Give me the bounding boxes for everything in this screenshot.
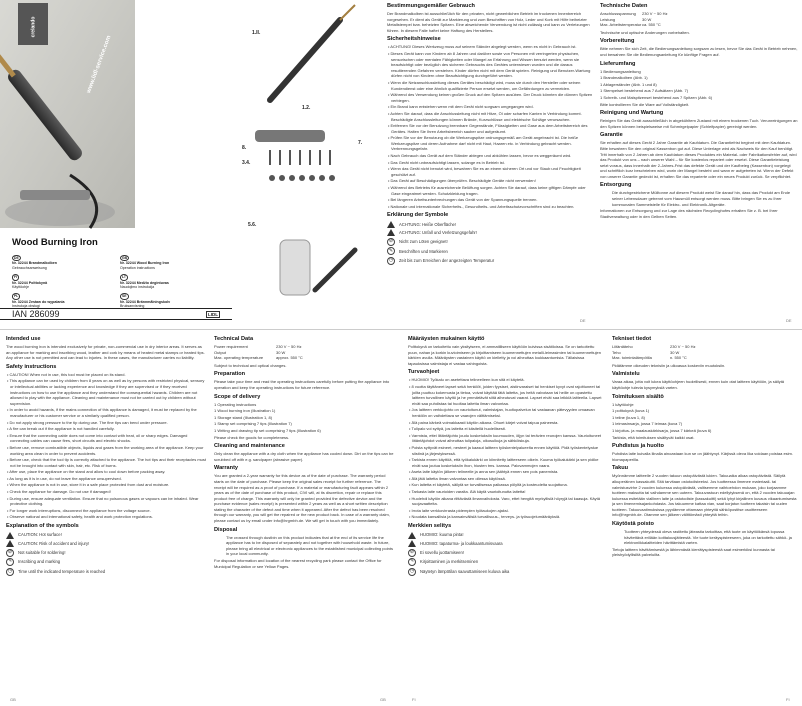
fi-clean-title: Puhdistus ja huolto	[612, 443, 664, 450]
fi-symbol: ✎ Kirjoittaminen ja merkitseminen	[409, 558, 479, 565]
fi-safety-item: • Huolehdi käytön aikana riittävästä ilmanvaihdosta. Varo, ettet hengitä myrkyllisiä höyryjä tai kaasuja. Käytä suojavaatteita.	[408, 496, 604, 507]
de-scope-note: Bitte kontrollieren Sie die Ware auf Vollständigkeit.	[600, 101, 690, 107]
fi-disposal-text: Tuotteen yhteydessä oleva rastitettu jäteastia tarkoittaa, että tuote on käyttöikänsä lopussa hävitettävä erillään kotitalousjätteestä. Vie tuote keräyspisteeseen, joka on tarkoitettu sähkö- ja elektroniikkalaitteiden hävittämistä varten.	[624, 529, 792, 546]
fig-label: 1.2.	[302, 105, 311, 111]
fig-label: 7.	[358, 140, 363, 146]
fig-label: 8.	[242, 145, 247, 151]
cover-photo-shadow	[5, 198, 115, 226]
de-column-2	[600, 3, 798, 317]
gb-scope-item: 1 Stamp set comprising 7 tips (Illustration 7)	[214, 421, 292, 427]
gb-prep-title: Preparation	[214, 371, 246, 378]
fi-prep-title: Valmistelu	[612, 371, 640, 378]
figures-illustration	[240, 0, 386, 322]
de-safety-item: • Achten Sie darauf, dass die Anschlussleitung nicht mit Hitze, Öl oder scharfen Kanten in Verbindung kommt. Beschädigte Anschlussleitungen können Brände, Kurzschlüsse und elektrische Schläge verursachen.	[387, 111, 593, 122]
lang-sub: Naudojimo instrukcija	[120, 285, 155, 290]
lang-title: Nr. 32244 Zestaw do wypalania	[12, 299, 65, 304]
fi-tech-row: Teho 30 W	[612, 349, 680, 355]
de-use-text: Der Brandmalkolben ist ausschließlich für den privaten, nicht gewerblichen Betrieb im trockenen Innenbereich vorgesehen. Er dient als Gerät zur Markierung und zum Beschriften von Holz, Leder und Kork mit Hilfe beiheizter Metallstempel bzw. beheizten Spitzen. Eine abweichende Verwendung ist nicht zulässig und kann zu Verletzungen führen. In diesem Falle haftet keine Haftung des Herstellers.	[387, 11, 590, 33]
no-soldering-icon: ⊘	[7, 548, 13, 555]
de-tech-row: Leistung 30 W	[600, 16, 652, 22]
gb-use-text: The wood burning iron is intended exclusively for private, non-commercial use in dry interior areas. It serves as an appliance for marking and inscribing wood, leather and cork by means of heated metal stamps or heated tips. Any other use is not permitted and can lead to injuries. In these cases, the manufacturer carries no liability.	[6, 344, 205, 361]
gb-symbol: ◷ Time until the indicated temperature is reached	[7, 567, 106, 574]
fi-warranty-title: Takuu	[612, 465, 629, 472]
fi-use-title: Määräysten mukainen käyttö	[408, 336, 485, 342]
de-scope-item: 1 Ablagerständer (Abb. 1 und 8)	[600, 81, 657, 87]
gb-safety-item: • CAUTION! When not in use, this tool must be placed on its stand.	[6, 372, 206, 378]
no-soldering-icon: ⊘	[388, 238, 394, 245]
gb-symbol: ✎ Inscribing and marking	[7, 558, 61, 565]
gb-symbol: CAUTION: Risk of accident and injury!	[6, 540, 206, 547]
gb-scope-item: 1 Storage stand (Illustration 1, 8)	[214, 414, 273, 420]
de-symbol-text: ACHTUNG: Heiße Oberfläche!	[399, 221, 457, 227]
hot-surface-icon	[6, 532, 14, 539]
fi-scope-title: Toimituksen sisältö	[612, 393, 664, 400]
page-marker: GB	[10, 697, 16, 702]
lang-code: LT	[122, 275, 126, 280]
de-symbol-text: Beschriften und Markieren	[399, 248, 448, 254]
fi-column-1	[408, 336, 604, 694]
ian-number: IAN 286099	[12, 309, 60, 319]
gb-disposal-title: Disposal	[214, 526, 238, 533]
de-symbol	[387, 247, 593, 255]
gb-disposal-note: For disposal information and location of the nearest recycling park please contact the Office for Municipal Regulation or see Yellow Pages.	[214, 558, 382, 569]
stand	[20, 190, 90, 200]
gb-prep-text: Please take your time and read the operating instructions carefully before putting the appliance into operation and keep the operating instructions for future reference.	[214, 379, 390, 390]
gb-safety-item: • Observe national and international safety, health and work protection regulations.	[6, 514, 206, 520]
de-warranty-text: Sie erhalten auf dieses Gerät 2 Jahre Garantie ab Kaufdatum. Die Garantiefrist beginnt mit dem Kaufdatum. Bitte bewahren Sie den original Kassenbon gut auf. Diese Unterlage wird als Nachweis für den Kauf benötigt. Tritt innerhalb von 2 Jahren ab dem Kaufdatum dieses Produktes ein Material- oder Fabrikationsfehler auf, wird das Produkt von uns – nach unserer Wahl – für Sie kostenlos repariert oder ersetzt. Diese Garantieleistung setzt voraus, dass innerhalb der 2-Jahres-Frist das defekte Gerät und der Kaufbeleg (Kassenbon) vorgelegt und schriftlich kurz beschrieben wird, worin der Mangel besteht und wann er aufgetreten ist. Wenn der Defekt von unserer Garantie gedeckt ist, erhalten Sie das reparierte oder ein neues Produkt zurück. Se verpflichtet.	[600, 140, 797, 179]
de-scope-item: 1 Bedienungsanleitung	[600, 68, 641, 74]
lang-title: Nr. 32244 Brännmålningskolv	[120, 299, 171, 304]
gb-clean-title: Cleaning and maintenance	[214, 443, 285, 450]
de-safety-item: • Bei längeren Arbeitsunterbrechungen das Gerät von der Spannungsquelle trennen.	[387, 197, 593, 203]
gb-safety-item: • For longer work interruptions, disconnect the appliance from the voltage source.	[6, 508, 206, 514]
fi-scope-item: 1 polttokynä (kuva 1)	[612, 408, 650, 414]
fi-symbol: HUOMIO: tapaturma- ja loukkaantumisvaara	[408, 540, 604, 547]
fi-prep-text: Varaa aikaa, jotta voit lukea käyttöohjeen huolellisesti, ennen kuin otat laitteen käyttöön, ja säilytä käyttöohje tulevia kysymyksiä varten.	[612, 379, 785, 390]
lang-list	[12, 255, 222, 309]
fig-label: 3.4.	[242, 160, 251, 166]
page-marker: GB	[380, 697, 386, 702]
lang-code: GB	[122, 256, 128, 260]
de-safety-item: • Prüfen Sie vor der Benutzung ob die Werkzeugspitze ordnungsgemäß am Gerät angebracht ist. Die heiße Werkzeugspitze und deren Aufnahme darf nicht mit Haut, Haaren etc. in Verbindung gebracht werden. Verbrennungsgefahr.	[387, 135, 593, 152]
clock-icon: ◷	[388, 257, 394, 264]
de-scope-title: Lieferumfang	[600, 60, 636, 67]
gb-scope-title: Scope of delivery	[214, 393, 261, 400]
warning-icon	[6, 540, 14, 547]
gb-scope-item: 1 Operating instructions	[214, 401, 257, 407]
gb-safety-item: • Do not apply strong pressure to the tip during use. The fine tips can bend under pressure.	[6, 420, 206, 426]
lang-sub: Instrukcja obsługi	[12, 304, 40, 309]
spread-divider	[0, 329, 802, 330]
gb-column-2	[214, 336, 394, 694]
de-scope-item: 1 Stempelset bestehend aus 7 Aufsätzen (Abb. 7)	[600, 88, 689, 94]
url-watermark: www.lidl-service.com	[86, 34, 113, 95]
de-safety-item: • Das Gerät nicht unbeaufsichtigt lassen, solange es in Betrieb ist.	[387, 160, 593, 166]
fi-safety-item: • Älä jätä laitetta ilman valvontaa sen ollessa käytössä.	[408, 476, 604, 482]
de-safety-item: • Ein Brand kann entstehen wenn mit dem Gerät nicht sorgsam umgegangen wird.	[387, 104, 593, 110]
de-scope-item: 1 Schreib- und Malspitzenset bestehend aus 7 Spitzen (Abb. 6)	[600, 94, 713, 100]
fig-label: 1.II.	[252, 30, 261, 36]
fi-symbol: ◷ Näytetyn lämpötilan saavuttamiseen kuluva aika	[409, 567, 510, 574]
page-marker: FI	[412, 697, 416, 702]
fig8-stand	[255, 130, 325, 142]
lang-entry	[12, 255, 114, 270]
fig5-iron	[315, 250, 355, 290]
lang-code: DE	[14, 256, 19, 260]
lang-sub: Käyttöohje	[12, 285, 29, 290]
gb-safety-item: • When the appliance is not in use, store it in a safe place protected from dust and moisture.	[6, 482, 206, 488]
fi-tech-title: Tekniset tiedot	[612, 336, 652, 342]
gb-safety-item: • Check the appliance for damage. Do not use if damaged!	[6, 489, 206, 495]
gb-use-title: Intended use	[6, 336, 41, 342]
de-safety-item: • Nationale und internationale Sicherheits-, Gesundheits- und Arbeitsschutzvorschriften sind zu beachten.	[387, 204, 593, 210]
de-disposal-title: Entsorgung	[600, 182, 632, 189]
lang-sub: Gebrauchsanweisung	[12, 265, 47, 270]
warning-icon	[387, 229, 395, 236]
lang-code: PL	[14, 294, 19, 299]
gb-clean-text: Only clean the appliance with a dry cloth when the appliance has cooled down. Dirt on the tips can be scrubbed off with e.g. sandpaper (abrasive paper).	[214, 451, 394, 462]
gb-scope-item: 1 Wood burning iron (Illustration 1)	[214, 408, 276, 414]
clock-icon: ◷	[409, 567, 415, 574]
brand-logo-text: crelando	[30, 16, 36, 38]
lang-entry	[12, 293, 114, 308]
fi-safety-item: • Tarkasta laite vaurioiden varalta. Älä käytä vaurioitunutta laitetta!	[408, 489, 604, 495]
fi-symbol: HUOMIO: kuuma pinta!	[408, 532, 604, 539]
fig1-iron	[270, 20, 340, 100]
fi-symbol: ⊘ Ei sovellu juottamiseen!	[409, 548, 464, 555]
de-safety-item: • Während des Betriebs für ausreichende Belüftung sorgen. Achten Sie darauf, dass keine giftigen Dämpfe oder Gase eingeatmet werden. Schutzkleidung tragen.	[387, 185, 593, 196]
lang-code: SE	[122, 294, 127, 299]
de-scope-item: 1 Brandmalkolben (Abb. 1)	[600, 75, 648, 81]
lang-entry	[120, 274, 222, 289]
clock-icon: ◷	[7, 567, 13, 574]
fig-label: 5.6.	[248, 222, 257, 228]
fi-use-text: Polttokynä on tarkoitettu vain yksityiseen, ei ammatilliseen käyttöön kuivissa sisätiloissa. Se on tarkoitettu puun, nahan ja korkin kuvioimiseen ja kirjoittamiseen kuumennettujen metalli-leimasimien tai kuumennettujen kärkien avulla. Määräysten vastainen käyttö on kielletty ja voi aiheuttaa loukkaantumisia. Tällaisissa tapauksissa valmistaja ei vastaa vahingoista.	[408, 344, 601, 366]
fi-scope-item: 1 käyttöohje	[612, 401, 634, 407]
fi-safety-item: • Älä paina kärkeä voimakkaasti käytön aikana. Ohuet kärjet voivat taipua paineesta.	[408, 420, 604, 426]
de-symbol-text: Zeit bis zum Erreichen der angezeigten Temperatur	[399, 258, 495, 264]
fig6-tips	[270, 150, 330, 165]
de-warranty-title: Garantie	[600, 132, 623, 139]
de-symbols-title: Erklärung der Symbole	[387, 212, 449, 219]
gb-symbols-title: Explanation of the symbols	[6, 523, 79, 530]
gb-safety-item: • During use, ensure adequate ventilation. Ensure that no poisonous gases or vapours can be inhaled. Wear protective clothing.	[6, 496, 206, 507]
lang-entry	[120, 293, 222, 308]
de-disposal-note: Informationen zur Entsorgung und zur Lage des nächsten Recyclinghofes erhalten Sie z. B. bei Ihrer Stadtverwaltung oder in den Gelben Seiten.	[600, 208, 778, 219]
de-safety-item: • Wenn die Netzanschlussleitung dieses Gerätes beschädigt wird, muss sie durch den Hersteller oder seinen Kundendienst oder eine ähnlich qualifizierte Person ersetzt werden, um Gefährdungen zu vermeiden.	[387, 80, 593, 91]
gb-safety-item: • As long as it is in use, do not leave the appliance unsupervised.	[6, 476, 206, 482]
gb-safety-item: • A fire can break out if the appliance is not handled carefully.	[6, 426, 206, 432]
brand-logo	[18, 3, 48, 45]
lang-entry	[120, 255, 222, 270]
fi-safety-item: • Irrota laite verkkovirrasta pidempien työtaukojen ajaksi.	[408, 508, 604, 514]
de-tech-note: Technische und optische Änderungen vorbehalten.	[600, 29, 690, 35]
lang-title: Nr. 32244 Wood Burning Iron	[120, 261, 170, 266]
fig5-plug	[280, 240, 310, 295]
de-clean-title: Reinigung und Wartung	[600, 110, 664, 117]
de-safety-item: • Während des Verwendung keinen großen Druck auf den Spitzen ausüben. Der Druck könnten die dünnen Spitzen verbiegen.	[387, 92, 593, 103]
de-safety-item: • Dieses Gerät kann von Kindern ab 8 Jahren und darüber sowie von Personen mit verringerten physischen, sensorischen oder mentalen Fähigkeiten oder Mangel an Erfahrung und Wissen benutzt werden, wenn sie beaufsichtigt oder bezüglich des sicheren Gebrauchs des Gerätes unterwiesen wurden und die daraus resultierenden Gefahren verstehen. Kinder dürfen nicht mit dem Gerät spielen. Reinigung und Benutzer-Wartung dürfen nicht von Kindern ohne Beaufsichtigung durchgeführt werden.	[387, 51, 593, 79]
fi-warranty-text: Myönnämme laitteelle 2 vuoden takuun ostopäivästä lukien. Takuuaika alkaa ostopäivästä. Säilytä alkuperäinen kassakuitti. Sitä tarvitaan ostotodisteeksi. Jos tuotteessa ilmenee materiaali- tai valmistusvirhe 2 vuoden kuluessa ostopäivästä, valitsemme vaihtoehdon mukaan, joko korjaamme tuotteen maksutta tai vaihdamme sen uuteen. Takuuvastuun edellytyksenä on, että 2 vuoden takuuajan kuluessa esitetään viallinen laite ja ostotodiste (kassakuitti) sekä lyhyt kirjallinen kuvaus vikaantumisesta ja sen ilmenemisajankohdasta. Jos takuumme kattaa vian, saat korjatun tuotteen takaisin tai uuden tuotteen. Takuuvaatimuksissa pyydämme ottamaan yhteyttä sähköpostitse osoitteeseen info@hrgmbh.de. Otamme sen jälkeen välittömästi yhteyttä teihin.	[612, 473, 797, 518]
inscribe-icon: ✎	[409, 558, 415, 565]
fi-safety-item: • Jos laitteen verkkojohto on vaurioitunut, valmistajan, huoltopalvelun tai vastaavan pätevyyden omaavan henkilön on vaihdettava se vaarojen välttämiseksi.	[408, 407, 604, 418]
lang-sub: Bruksanvisning	[120, 304, 145, 309]
fi-safety-item: • 8 vuotta täyttäneet lapset sekä henkilöt, joiden fyysiset, aistinvaraiset tai henkiset kyvyt ovat rajoittuneet tai joilta puuttuu kokemusta ja tietoa, voivat käyttää tätä laitetta, jos heitä valvotaan tai heille on opastettu laitteen turvallinen käyttö ja he ymmärtävät siitä aiheutuvat vaarat. Lapset eivät saa leikkiä laitteella. Lapset eivät saa puhdistaa tai huoltaa laitetta ilman valvontaa.	[408, 384, 604, 406]
fi-scope-note: Tarkista, että toimituksen sisältyvät kaikki osat.	[612, 434, 695, 440]
warning-icon	[408, 540, 416, 547]
gb-symbol: CAUTION: Hot surface!	[6, 532, 206, 539]
fi-safety-item: • Tarkista ennen käyttöä, että työkalukärki on kiinnitetty laitteeseen oikein. Kuuma työkalukärki ja sen pidike eivät saa joutua kosketuksiin ihon, hiusten tms. kanssa. Palovammojen vaara.	[408, 457, 604, 468]
fi-safety-item: • HUOMIO! Työkalu on asetettava telineelleen kun sitä ei käytetä.	[408, 377, 604, 383]
fi-tech-note: Pidätämme oikeuden teknisiin ja ulkoasua koskeviin muutoksiin.	[612, 362, 726, 368]
fi-safety-item: • Aseta laite käytön jälkeen telineelle ja anna sen jäähtyä ennen sen pois panemista.	[408, 469, 604, 475]
de-use-title: Bestimmungsgemäßer Gebrauch	[387, 3, 475, 9]
de-symbol	[387, 257, 593, 265]
fi-symbols-title: Merkkien selitys	[408, 523, 452, 530]
de-symbol	[387, 221, 593, 228]
gb-column-1	[6, 336, 206, 694]
fi-tech-row: Max. toimintalämpötila n. 550 °C	[612, 355, 687, 361]
hot-surface-icon	[387, 221, 395, 228]
fi-safety-item: • Varmista, ettei liitäntäjohto joudu kosketuksiin kuumuuden, öljyn tai terävien reunojen kanssa. Vaurioituneet liitäntäjohdot voivat aiheuttaa tulipaloja, oikosulkuja ja sähköiskuja.	[408, 433, 604, 444]
de-prep-title: Vorbereitung	[600, 38, 635, 45]
hot-surface-icon	[408, 532, 416, 539]
gb-safety-item: • Before use, remove combustible objects, liquids and gases from the working area of the appliance. Keep your working area clean in order to prevent accidents.	[6, 445, 206, 456]
de-safety-item: • Entfernen Sie vor der Benutzung brennbare Gegenstände, Flüssigkeiten und Gase aus dem Arbeitsbereich des Gerätes. Halten Sie Ihren Arbeitsbereich sauber und aufgeräumt.	[387, 123, 593, 134]
fig1-tip	[340, 5, 355, 20]
gb-scope-item: 1 Writing and drawing tip set comprising 7 tips (Illustration 6)	[214, 427, 321, 433]
fi-safety-item: • Kun laitetta ei käytetä, säilytä se turvallisessa paikassa pölyltä ja kosteudelta suojattuna.	[408, 482, 604, 488]
gb-tech-row: Max. operating temperature approx. 550 °C	[214, 355, 303, 361]
inscribe-icon: ✎	[388, 247, 394, 254]
de-safety-item: • ACHTUNG! Dieses Werkzeug muss auf seinem Ständer abgelegt werden, wenn es nicht in Gebrauch ist.	[387, 44, 593, 50]
gb-tech-title: Technical Data	[214, 336, 254, 342]
fi-safety-title: Turvaohjeet	[408, 369, 440, 376]
gb-safety-item: • Before use, check that the tool tip is correctly attached to the appliance. The hot tips and their receptacles must not be brought into contact with skin, hair, etc. Risk of burns.	[6, 457, 206, 468]
de-tech-row: Max. Arbeitstemperatur ca. 550 °C	[600, 22, 661, 28]
de-clean-text: Reinigen Sie das Gerät ausschließlich in abgekühltem Zustand mit einem trockenen Tuch. Verunreinigungen an den Spitzen können beispielsweise mit Schmirgelpapier (Schleifpapier) gereinigt werden.	[600, 118, 798, 129]
ian-bar	[0, 308, 232, 320]
gb-warranty-text: You are granted a 2-year warranty for this device as of the date of purchase. The warranty period starts on the date of purchase. Please keep the original sales receipt for further reference. The receipt will be required as a proof of purchase. If a material or manufacturing fault appears within 2 years as of the date of purchase of this product, CIVI will, at its discretion, repair or replace this product free of charge. This warranty will only be granted provided the defective device and the purchase evidence (sales receipt) is presented within 2 years as well as a short written description stating the character of the defect and time when it appeared. After the defect has been resolved through our warranty, you will get the repaired or the new product back. In case of a warranty claim, please contact us by email under info@hrgmbh.de. We will get in touch with you immediately.	[214, 473, 390, 524]
fi-clean-text: Puhdista laite kuivalla liinalla ainoastaan kun se on jäähtynyt. Kärjissä oleva lika voidaan poistaa esim. hiomapaperilla.	[612, 451, 793, 462]
lang-title: Nr. 32244 Medžio degintuvas	[120, 280, 169, 285]
de-symbol-text: Nicht zum Löten geeignet!	[399, 239, 448, 245]
lang-sub: Operation instructions	[120, 265, 155, 270]
page-marker: FI	[786, 697, 790, 702]
gb-safety-item: • After use, place the appliance on the stand and allow to cool down before packing away.	[6, 469, 206, 475]
de-safety-item: • Nach Gebrauch das Gerät auf dem Ständer ablegen und abkühlen lassen, bevor es weggeräumt wird.	[387, 153, 593, 159]
gb-safety-item: • This appliance can be used by children from 8 years on as well as by persons with restricted physical, sensory or intellectual abilities or lacking experience and knowledge if they are supervised or if they received instructions on how to use the appliance and they understand the consequential hazards. Children are not allowed to play with the appliance. Cleaning and maintenance must not be carried out by children without supervision.	[6, 378, 206, 406]
inscribe-icon: ✎	[7, 558, 13, 565]
page-marker: DE	[786, 318, 792, 323]
fig7-stamps	[269, 175, 335, 181]
gb-safety-title: Safety instructions	[6, 363, 57, 370]
product-title: Wood Burning Iron	[12, 237, 98, 248]
gb-safety-item: • Ensure that the connecting cable does not come into contact with heat, oil or sharp edges. Damaged connecting cables can cause fires, short circuits and electric shocks.	[6, 433, 206, 444]
de-safety-item: • Wenn das Gerät nicht benutzt wird, bewahren Sie es an einem sicheren Ort und vor Staub und Feuchtigkeit geschützt auf.	[387, 166, 593, 177]
de-tech-row: Anschlussspannung 230 V ~ 50 Hz	[600, 11, 668, 16]
fi-column-2	[612, 336, 798, 694]
lang-entry	[12, 274, 114, 289]
gb-disposal-text: The crossed through dustbin on this product indicates that at the end of its service life the appliance has to be disposed of separately and not together with household waste. In future, please bring all electrical or electronic appliances to the established municipal collecting points in your local community.	[226, 534, 393, 557]
de-tech-title: Technische Daten	[600, 3, 648, 9]
de-symbol-text: ACHTUNG: Unfall und Verletzungsgefahr!	[399, 230, 477, 236]
fi-disposal-note: Tietoja laitteen hävittämisestä ja lähimmästä kierrätyspisteestä saat esimerkiksi kunnasta tai yleishyödyllisiltä palveluilta.	[612, 546, 775, 558]
fi-scope-item: 1 kirjoitus- ja maalauskärkisarja, jossa 7 kärkeä (kuva 6)	[612, 427, 712, 433]
lang-title: Nr. 32244 Brandmalkolben	[12, 261, 57, 266]
cover-panel	[0, 0, 232, 322]
gb-scope-note: Please check the goods for completeness.	[214, 434, 290, 440]
fi-disposal-title: Käytöstä poisto	[612, 521, 654, 528]
gb-tech-row: Output 30 W	[214, 349, 286, 355]
de-disposal-text: Die durchgestrichene Mülltonne auf diesem Produkt weist Sie darauf hin, dass das Produkt am Ende seiner Lebensdauer getrennt vom Hausmüll entsorgt werden muss. Bitte bringen Sie es zu Ihrer kommunalen Sammelstelle für Elektro- und Elektronik-Altgeräte.	[612, 190, 791, 207]
fi-scope-item: 1 teline (kuva 1, 8)	[612, 414, 645, 420]
lidl-logo: LIDL	[208, 311, 218, 317]
no-soldering-icon: ⊘	[409, 548, 415, 555]
de-prep-text: Bitte nehmen Sie sich Zeit, die Bedienungsanleitung sorgsam zu lesen, bevor Sie das Gerät in Betrieb nehmen, und bewahren Sie die Bedienungsanleitung für künftige Fragen auf.	[600, 46, 798, 57]
fi-safety-item: • Poista syttyvät esineet, nesteet ja kaasut laitteen työskentelyalueelta ennen käyttöä. Pidä työskentelyalue siistinä ja järjestyksessä.	[408, 445, 604, 456]
fi-safety-item: • Tulipalo voi syttyä, jos laitetta ei käsitellä huolellisesti.	[408, 426, 604, 432]
de-column-1	[387, 3, 593, 317]
fi-scope-item: 1 leimasinsarja, jossa 7 leimaa (kuva 7)	[612, 421, 683, 427]
page-marker: DE	[580, 318, 586, 323]
fi-tech-row: Liitäntäteho 230 V ~ 50 Hz	[612, 344, 696, 349]
lang-title: Nr. 32244 Polttokynä	[12, 280, 48, 285]
figures-panel	[240, 0, 386, 322]
gb-warranty-title: Warranty	[214, 465, 239, 472]
de-symbol	[387, 238, 593, 246]
de-symbol	[387, 229, 593, 236]
gb-safety-item: • In order to avoid hazards, if the mains connection of this appliance is damaged, it must be replaced by the manufacturer or his customer service or a similarly qualified person.	[6, 407, 206, 418]
gb-tech-row: Power requirement 230 V ~ 50 Hz	[214, 344, 302, 349]
de-safety-item: • Das Gerät auf Beschädigungen überprüfen. Beschädigte Geräte nicht verwenden!	[387, 178, 593, 184]
lang-code: FI	[14, 275, 18, 280]
de-safety-title: Sicherheitshinweise	[387, 36, 441, 43]
gb-symbol: ⊘ Not suitable for soldering!	[7, 548, 66, 555]
fi-safety-item: • Noudata kansallisia ja kansainvälisiä turvallisuus-, terveys- ja työsuojelumääräyksiä.	[408, 514, 604, 520]
gb-tech-note: Subject to technical and optical changes.	[214, 362, 287, 368]
